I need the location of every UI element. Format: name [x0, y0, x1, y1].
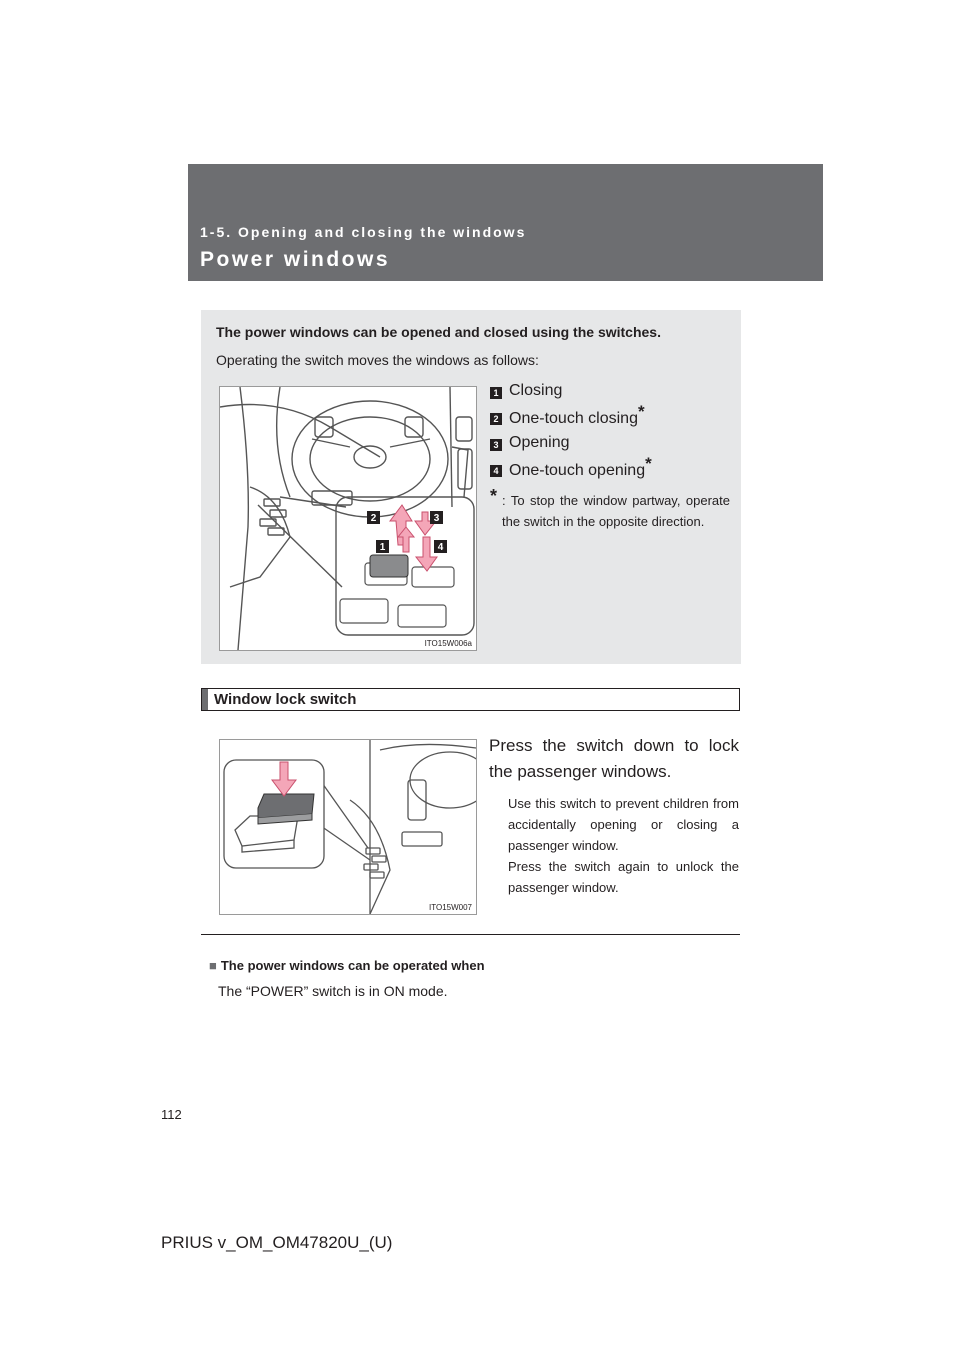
svg-text:2: 2: [370, 513, 377, 524]
lock-note-children: Use this switch to prevent children from accidentally opening or closing a passenger window.: [508, 796, 739, 853]
footnote-marker: *: [490, 486, 498, 506]
legend-badge: 4: [490, 465, 502, 477]
heading-bar: [202, 689, 208, 710]
window-switch-illustration: [219, 386, 477, 651]
section-header: [188, 164, 823, 281]
section-label: 1-5. Opening and closing the windows: [200, 224, 527, 240]
footnote-text: : To stop the window partway, operate the switch in the opposite direction.: [502, 493, 730, 529]
subheading-label: Window lock switch: [214, 691, 357, 708]
legend-label: One-touch opening*: [509, 454, 652, 479]
legend-item-closing: [490, 382, 730, 408]
footnote: [490, 486, 730, 532]
lock-instruction: Press the switch down to lock the passenger windows.: [489, 736, 739, 781]
intro-title: The power windows can be opened and closed using the switches.: [216, 324, 661, 340]
legend-badge: 1: [490, 387, 502, 399]
info-title: ■ The power windows can be operated when: [209, 958, 485, 973]
svg-text:3: 3: [433, 513, 440, 524]
legend-badge: 2: [490, 413, 502, 425]
legend-badge: 3: [490, 439, 502, 451]
legend-item-one-touch-closing: [490, 402, 730, 434]
square-bullet-icon: ■: [209, 958, 217, 973]
legend-label: Closing: [509, 382, 563, 399]
page-number: 112: [161, 1107, 182, 1122]
window-switch-drawing: [220, 387, 476, 650]
lock-switch-drawing: [220, 740, 476, 914]
legend-item-opening: [490, 434, 730, 460]
section-divider: [201, 934, 740, 935]
lock-note-unlock: Press the switch again to unlock the passenger window.: [508, 859, 739, 895]
lock-switch-illustration: [219, 739, 477, 915]
asterisk-marker: *: [645, 454, 652, 473]
switch-legend: [490, 382, 730, 532]
svg-text:1: 1: [379, 542, 386, 553]
svg-text:4: 4: [437, 542, 444, 553]
figure-code: ITO15W006a: [424, 639, 472, 648]
intro-panel: [201, 310, 741, 664]
figure-code: ITO15W007: [429, 903, 472, 912]
window-lock-switch-heading: [201, 688, 740, 711]
legend-label: One-touch closing*: [509, 402, 645, 427]
document-id: PRIUS v_OM_OM47820U_(U): [161, 1233, 393, 1252]
info-text: The “POWER” switch is in ON mode.: [218, 983, 448, 999]
intro-text: Operating the switch moves the windows as follows:: [216, 352, 539, 368]
legend-label: Opening: [509, 434, 570, 451]
asterisk-marker: *: [637, 402, 645, 421]
legend-item-one-touch-opening: [490, 454, 730, 486]
page-title: Power windows: [200, 248, 391, 271]
